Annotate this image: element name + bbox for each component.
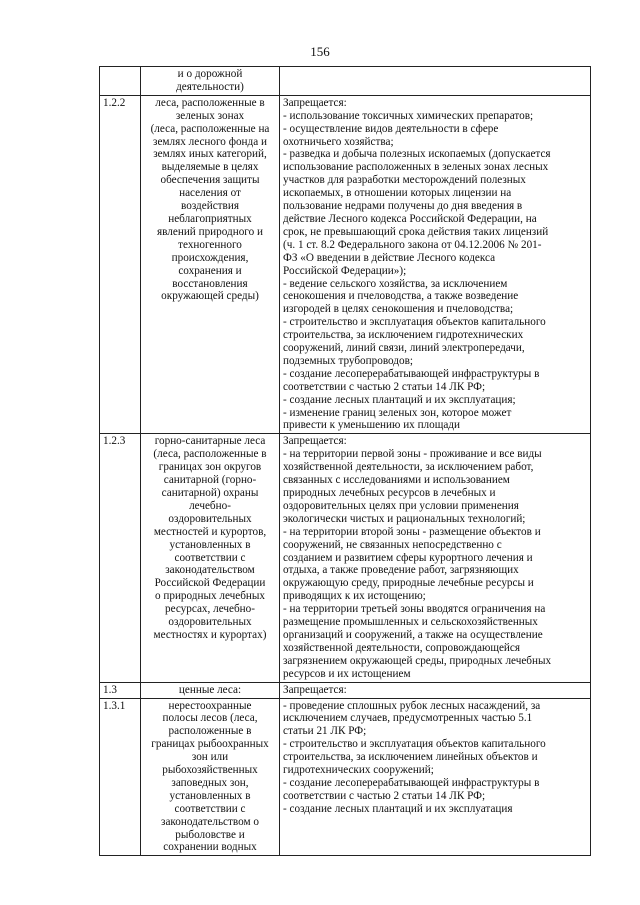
restrictions-cell: [280, 67, 591, 96]
category-text-line: и о дорожной: [177, 68, 243, 80]
restriction-text-line: - создание лесоперерабатывающей инфраструктуры в: [283, 367, 540, 380]
category-text-line: санитарной (горно-: [163, 474, 257, 487]
restriction-text-line: соответствии с частью 2 статьи 14 ЛК РФ;: [283, 789, 486, 802]
restriction-text-line: - создание лесных плантаций и их эксплуатация: [283, 802, 513, 815]
category-text-line: горно-санитарные леса: [154, 435, 266, 448]
category-text-line: (леса, расположенные на: [150, 122, 270, 135]
category-text-line: населения от: [179, 187, 241, 200]
category-text-line: рыболовстве и: [175, 828, 245, 841]
category-text-line: рыбохозяйственных: [162, 764, 258, 777]
restriction-text-line: - создание лесоперерабатывающей инфраструктуры в: [283, 776, 540, 789]
restriction-text-line: сооружений, линий связи, линий электропередачи,: [283, 342, 525, 355]
restriction-text-line: использование расположенных в зеленых зонах лесных: [283, 161, 549, 174]
category-text-line: установленных в: [169, 538, 251, 551]
row-number-cell: 1.2.2: [100, 95, 141, 434]
restrictions-cell: [280, 698, 591, 856]
restrictions-cell: [280, 95, 591, 434]
restriction-text-line: - осуществление видов деятельности в сфере: [283, 122, 499, 135]
restriction-text-line: гидротехнических сооружений;: [283, 764, 434, 777]
category-text-line: оздоровительных: [168, 512, 252, 525]
category-text-line: местностей и курортов,: [153, 525, 267, 538]
restriction-text-line: сооружений, не связанных непосредственно с: [283, 538, 502, 551]
restriction-text-line: участков для разработки месторождений полезных: [283, 174, 526, 187]
restriction-text-line: хозяйственной деятельности, сопровождающейся: [283, 641, 521, 654]
restriction-text-line: ресурсов и их истощением: [283, 667, 411, 680]
category-text-line: сохранении водных: [163, 841, 257, 854]
restriction-text-line: связанных с исследованиями и использованием: [283, 474, 510, 487]
category-text-line: санитарной) охраны: [161, 487, 259, 499]
category-text-line: землях иных категорий,: [153, 148, 267, 161]
table-row: [100, 434, 591, 682]
restriction-text-line: - проведение сплошных рубок лесных насаждений, за: [283, 699, 541, 712]
restriction-text-line: - на территории первой зоны - проживание и все виды: [283, 448, 542, 461]
category-text-line: ресурсах, лечебно-: [165, 603, 255, 616]
category-text-line: законодательством о: [161, 815, 259, 828]
restriction-text-line: - строительство и эксплуатация объектов капитального: [283, 738, 546, 751]
category-text-line: Российской Федерации: [154, 577, 266, 590]
table-row: [100, 698, 591, 856]
category-text-line: неблагоприятных: [168, 212, 252, 225]
category-text-line: сохранения и: [178, 264, 242, 277]
category-text-line: нерестоохранные: [168, 699, 252, 712]
restriction-text-line: загрязнением окружающей среды, природных лечебных: [283, 654, 552, 667]
table-row: [100, 95, 591, 434]
restrictions-cell: [280, 682, 591, 698]
restriction-text-line: срок, не превышающий срока действия таких лицензий: [283, 225, 549, 238]
forest-category-cell: [141, 95, 280, 434]
category-text-line: границах рыбоохранных: [151, 738, 269, 751]
forest-category-cell: [141, 434, 280, 682]
category-text-line: расположенные в: [168, 725, 252, 738]
restriction-text-line: природных лечебных ресурсов в лечебных и: [283, 487, 496, 499]
restriction-text-line: статьи 21 ЛК РФ;: [283, 725, 367, 738]
category-text-line: соответствии с: [174, 802, 246, 815]
category-text-line: происхождения,: [171, 251, 249, 264]
category-text-line: явлений природного и: [157, 225, 263, 238]
category-text-line: выделяемые в целях: [161, 161, 259, 174]
restriction-text-line: оздоровительных целях при условии применения: [283, 499, 519, 512]
row-number-cell: [100, 67, 141, 96]
restriction-text-line: изгородей в целях сенокошения и пчеловодства;: [283, 303, 514, 316]
restriction-text-line: строительства, за исключением линейных объектов и: [283, 751, 538, 764]
restriction-text-line: охотничьего хозяйства;: [283, 135, 394, 148]
restriction-text-line: Российской Федерации»);: [283, 264, 407, 277]
category-text-line: леса, расположенные в: [155, 96, 265, 109]
table-row: [100, 682, 591, 698]
restriction-text-line: Запрещается:: [283, 96, 347, 109]
category-text-line: землях лесного фонда и: [153, 135, 267, 148]
restriction-text-line: - на территории второй зоны - размещение объектов и: [283, 525, 541, 538]
category-text-line: лечебно-: [189, 499, 231, 512]
restriction-text-line: действие Лесного кодекса Российской Федерации, на: [283, 212, 537, 225]
category-text-line: установленных в: [169, 789, 251, 802]
restrictions-cell: [280, 434, 591, 682]
restriction-text-line: экологически чистых и рациональных технологий;: [283, 512, 526, 525]
category-text-line: границах зон округов: [158, 461, 262, 474]
category-text-line: полосы лесов (леса,: [162, 712, 258, 725]
restriction-text-line: - на территории третьей зоны вводятся ограничения на: [283, 603, 546, 616]
restriction-text-line: - строительство и эксплуатация объектов капитального: [283, 316, 546, 329]
restriction-text-line: - изменение границ зеленых зон, которое может: [283, 406, 512, 419]
restriction-text-line: хозяйственной деятельности, за исключением работ,: [283, 461, 534, 474]
restriction-text-line: ФЗ «О введении в действие Лесного кодекса: [283, 251, 496, 264]
category-text-line: законодательством: [165, 564, 255, 577]
restriction-text-line: организаций и сооружений, а также на осуществление: [283, 628, 543, 641]
page-number: 156: [310, 44, 330, 59]
restriction-text-line: окружающую среду, природные лечебные ресурсы и: [283, 577, 534, 590]
restriction-text-line: (ч. 1 ст. 8.2 Федерального закона от 04.12.2006 № 201-: [283, 238, 542, 251]
restriction-text-line: пользование недрами получены до дня введения в: [283, 200, 523, 213]
category-text-line: заповедных зон,: [171, 776, 249, 789]
restriction-text-line: подземных трубопроводов;: [283, 354, 413, 367]
row-number-cell: 1.3: [100, 682, 141, 698]
category-text-line: обеспечения защиты: [160, 174, 260, 187]
restriction-text-line: строительства, за исключением гидротехнических: [283, 329, 524, 342]
category-text-line: оздоровительных: [168, 616, 252, 629]
restriction-text-line: привести к уменьшению их площади: [283, 419, 460, 432]
restriction-text-line: - разведка и добыча полезных ископаемых (допускается: [283, 148, 551, 161]
category-text-line: воздействия: [181, 200, 239, 213]
restriction-text-line: - создание лесных плантаций и их эксплуатация;: [283, 393, 516, 406]
category-text-line: зеленых зонах: [175, 109, 245, 122]
restriction-text-line: Запрещается:: [283, 683, 347, 696]
row-number-cell: 1.2.3: [100, 434, 141, 682]
restriction-text-line: - ведение сельского хозяйства, за исключением: [283, 277, 508, 290]
restriction-text-line: Запрещается:: [283, 435, 347, 448]
category-text-line: ценные леса:: [178, 683, 242, 696]
restriction-text-line: - использование токсичных химических препаратов;: [283, 109, 534, 122]
forest-category-cell: [141, 67, 280, 96]
category-text-line: окружающей среды): [161, 290, 259, 303]
category-text-line: зон или: [191, 751, 229, 764]
row-number-cell: 1.3.1: [100, 698, 141, 856]
category-text-line: деятельности): [176, 80, 244, 93]
forest-category-cell: [141, 682, 280, 698]
restriction-text-line: ископаемых, в отношении которых лицензии на: [283, 187, 512, 200]
category-text-line: восстановления: [172, 277, 248, 290]
category-text-line: о природных лечебных: [154, 590, 266, 603]
forest-category-cell: [141, 698, 280, 856]
category-text-line: (леса, расположенные в: [153, 448, 267, 461]
restriction-text-line: отдыха, а также проведение работ, загрязняющих: [283, 564, 519, 577]
restriction-text-line: приводящих к их истощению;: [283, 590, 426, 603]
restriction-text-line: исключением случаев, предусмотренных частью 5.1: [283, 712, 533, 725]
category-text-line: соответствии с: [174, 551, 246, 564]
regulations-table: [99, 66, 591, 856]
restriction-text-line: размещение промышленных и сельскохозяйственных: [283, 616, 538, 629]
category-text-line: местностях и курортах): [153, 628, 267, 641]
restriction-text-line: сенокошения и пчеловодства, а также возведение: [283, 290, 519, 303]
restriction-text-line: соответствии с частью 2 статьи 14 ЛК РФ;: [283, 380, 486, 393]
category-text-line: техногенного: [178, 238, 242, 251]
table-body: [100, 67, 591, 856]
restriction-text-line: созданием и развитием сферы курортного лечения и: [283, 551, 533, 564]
table-row: [100, 67, 591, 96]
